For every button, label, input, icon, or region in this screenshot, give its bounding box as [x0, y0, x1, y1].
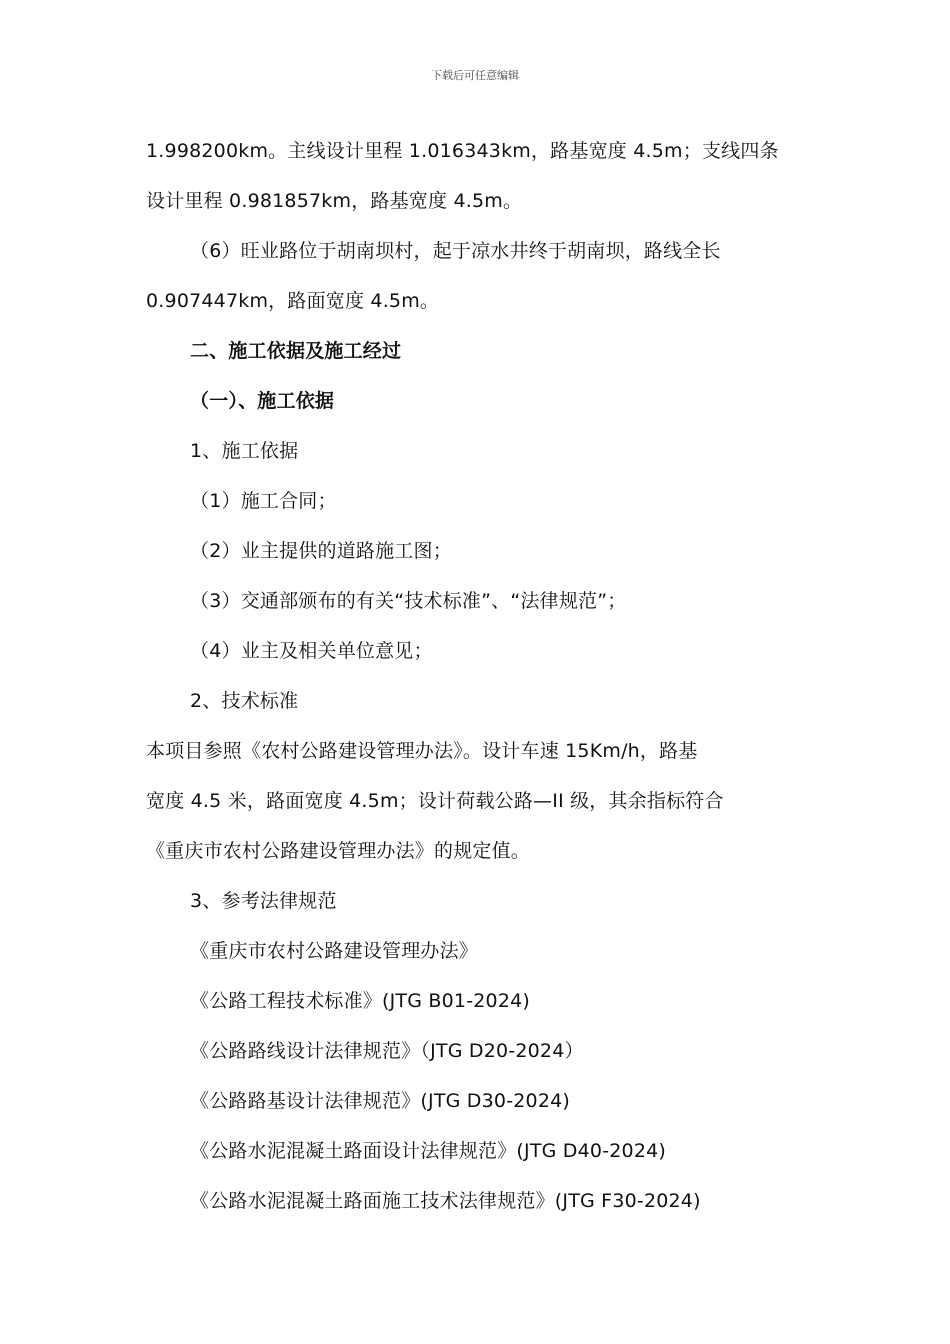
list-item: （1）施工合同；: [190, 490, 337, 512]
page-header: 下载后可任意编辑: [431, 69, 519, 82]
body-line: （6）旺业路位于胡南坝村，起于凉水井终于胡南坝，路线全长: [190, 240, 721, 262]
reference-item: 《重庆市农村公路建设管理办法》: [190, 940, 479, 962]
list-item: （4）业主及相关单位意见；: [190, 640, 433, 662]
document-body: [146, 126, 812, 1226]
body-line: 《重庆市农村公路建设管理办法》的规定值。: [146, 840, 531, 862]
subsection-heading: （一）、施工依据: [190, 390, 335, 412]
body-line: 0.907447km，路面宽度 4.5m。: [146, 290, 440, 312]
body-line: 1.998200km。主线设计里程 1.016343km，路基宽度 4.5m；支线四条: [146, 140, 779, 162]
item-heading: 2、技术标准: [190, 690, 299, 712]
list-item: （3）交通部颁布的有关“技术标准”、“法律规范”；: [190, 590, 627, 612]
item-heading: 3、参考法律规范: [190, 890, 337, 912]
body-line: 设计里程 0.981857km，路基宽度 4.5m。: [146, 190, 523, 212]
list-item: （2）业主提供的道路施工图；: [190, 540, 452, 562]
reference-item: 《公路路线设计法律规范》（JTG D20-2024）: [190, 1040, 584, 1062]
body-line: 宽度 4.5 米，路面宽度 4.5m；设计荷载公路—II 级，其余指标符合: [146, 790, 724, 812]
reference-item: 《公路水泥混凝土路面施工技术法律规范》(JTG F30-2024): [190, 1190, 701, 1212]
section-heading: 二、施工依据及施工经过: [190, 340, 402, 362]
body-line: 本项目参照《农村公路建设管理办法》。设计车速 15Km/h，路基: [146, 740, 698, 762]
reference-item: 《公路路基设计法律规范》(JTG D30-2024): [190, 1090, 571, 1112]
reference-item: 《公路水泥混凝土路面设计法律规范》(JTG D40-2024): [190, 1140, 667, 1162]
reference-item: 《公路工程技术标准》(JTG B01-2024): [190, 990, 531, 1012]
item-heading: 1、施工依据: [190, 440, 299, 462]
